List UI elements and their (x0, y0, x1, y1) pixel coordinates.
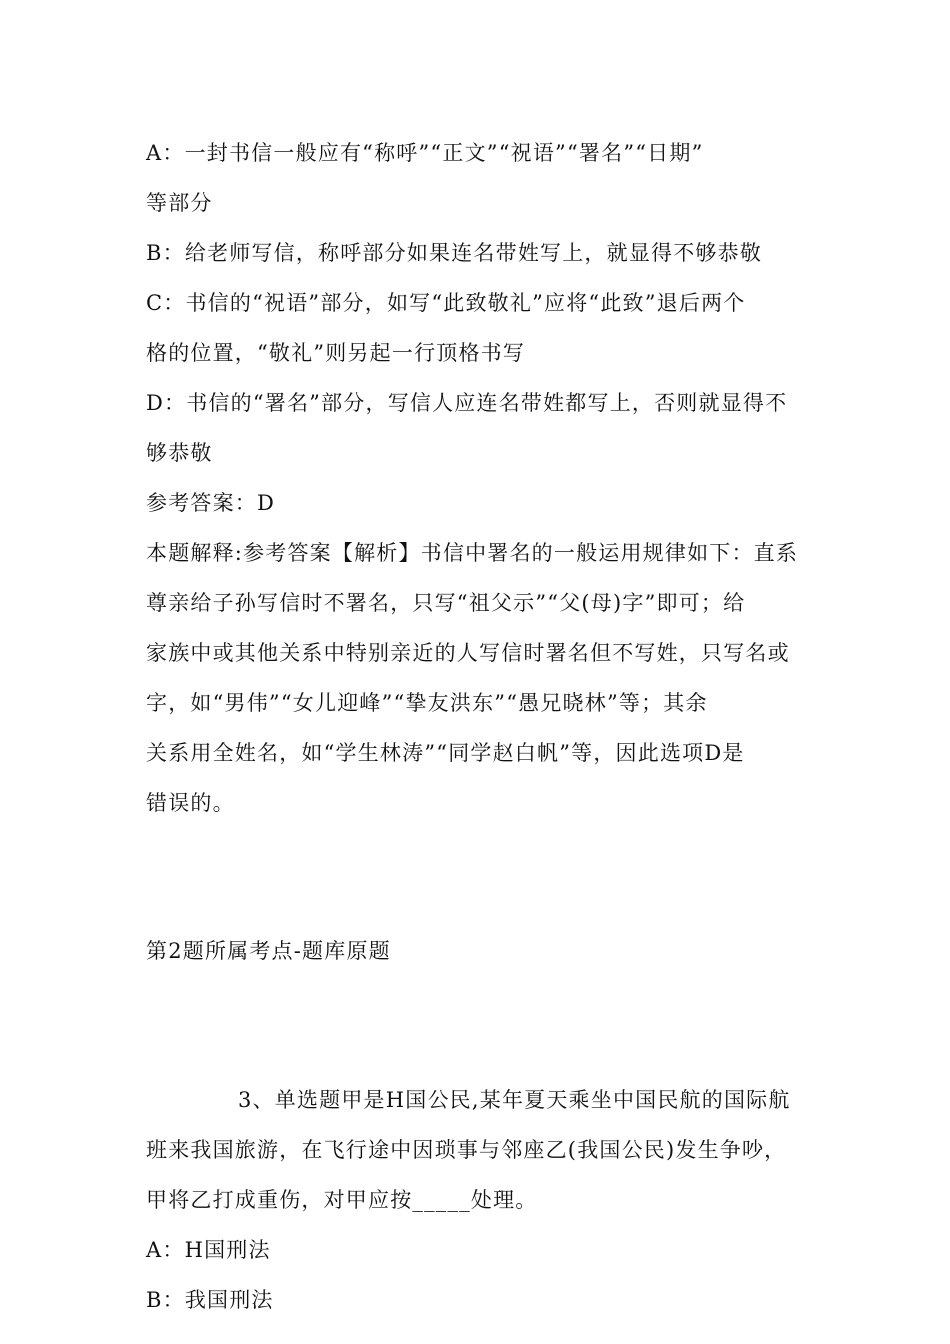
question-3-stem-line-3: 甲将乙打成重伤，对甲应按_____处理。 (146, 1188, 538, 1212)
option-c-line-2: 格的位置，“敬礼”则另起一行顶格书写 (146, 341, 526, 365)
question-3-option-a: A：H国刑法 (146, 1238, 271, 1262)
question-3-option-b: B：我国刑法 (146, 1288, 274, 1312)
option-c-line-1: C：书信的“祝语”部分，如写“此致敬礼”应将“此致”退后两个 (146, 291, 746, 315)
option-d-line-2: 够恭敬 (146, 441, 213, 465)
explanation-line-6: 错误的。 (146, 791, 235, 815)
option-b-line-1: B：给老师写信，称呼部分如果连名带姓写上，就显得不够恭敬 (146, 241, 763, 265)
explanation-line-3: 家族中或其他关系中特别亲近的人写信时署名但不写姓，只写名或 (146, 641, 790, 665)
spacer (146, 976, 806, 1075)
option-d-line-1: D：书信的“署名”部分，写信人应连名带姓都写上，否则就显得不 (146, 391, 788, 415)
topic-label: 第2题所属考点-题库原题 (146, 939, 391, 963)
option-a-line-1: A：一封书信一般应有“称呼”“正文”“祝语”“署名”“日期” (146, 141, 704, 165)
spacer (146, 828, 806, 926)
option-a-line-2: 等部分 (146, 191, 213, 215)
explanation-line-2: 尊亲给子孙写信时不署名，只写“祖父示”“父(母)字”即可；给 (146, 591, 746, 615)
document-page (146, 128, 806, 1325)
reference-answer: 参考答案：D (146, 491, 276, 515)
explanation-line-1: 本题解释:参考答案【解析】书信中署名的一般运用规律如下：直系 (146, 541, 799, 565)
question-3-stem-line-1: 3、单选题甲是H国公民,某年夏天乘坐中国民航的国际航 (238, 1088, 791, 1112)
explanation-line-4: 字，如“男伟”“女儿迎峰”“挚友洪东”“愚兄晓林”等；其余 (146, 691, 708, 715)
explanation-line-5: 关系用全姓名，如“学生林涛”“同学赵白帆”等，因此选项D是 (146, 741, 745, 765)
question-3-stem-line-2: 班来我国旅游，在飞行途中因琐事与邻座乙(我国公民)发生争吵， (146, 1138, 787, 1162)
